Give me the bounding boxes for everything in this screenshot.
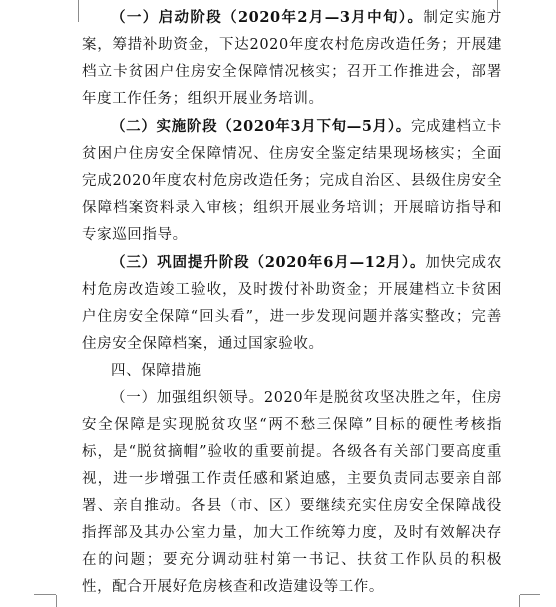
document-page [82, 4, 502, 601]
paragraph-stage-2 [82, 113, 502, 249]
stage-3-heading: （三）巩固提升阶段（2020年6月—12月）。 [111, 254, 426, 271]
page-corner-mark-bottom-left [34, 594, 56, 607]
paragraph-organization-leadership [82, 385, 502, 601]
section-heading-text: 四、保障措施 [111, 363, 202, 379]
page-corner-mark-bottom-left-vertical [56, 595, 57, 607]
stage-1-heading: （一）启动阶段（2020年2月—3月中旬）。 [111, 9, 424, 26]
paragraph-stage-3 [82, 249, 502, 358]
stage-3-body: 加快完成农村危房改造竣工验收，及时拨付补助资金；开展建档立卡贫困户住房安全保障“回头看”，进一步发现问题并落实整改；完善住房安全保障档案，通过国家验收。 [82, 255, 502, 352]
stage-2-body: 完成建档立卡贫困户住房安全保障情况、住房安全鉴定结果现场核实；全面完成2020年度农村危房改造任务；完成自治区、县级住房安全保障档案资料录入审核；组织开展业务培训；开展暗访指导和专家巡回指导。 [82, 119, 502, 243]
stage-2-heading: （二）实施阶段（2020年3月下旬—5月）。 [111, 118, 411, 135]
page-corner-mark-bottom-right-vertical [519, 595, 520, 607]
stage-1-body: 制定实施方案，筹措补助资金，下达2020年度农村危房改造任务；开展建档立卡贫困户住房安全保障情况核实；召开工作推进会，部署年度工作任务；组织开展业务培训。 [82, 10, 502, 107]
paragraph-stage-1 [82, 4, 502, 113]
page-corner-mark-bottom-right [520, 594, 540, 607]
page-corner-mark-top-left [56, 0, 79, 22]
section-heading-guarantee-measures [82, 358, 502, 385]
organization-leadership-body: （一）加强组织领导。2020年是脱贫攻坚决胜之年，住房安全保障是实现脱贫攻坚“两不愁三保障”目标的硬性考核指标，是“脱贫摘帽”验收的重要前提。各级各有关部门要高度重视，进一步增强工作责任感和紧迫感，主要负责同志要亲自部署、亲自推动。各县（市、区）要继续充实住房安全保障战役指挥部及其办公室力量，加大工作统筹力度，及时有效解决存在的问题；要充分调动驻村第一书记、扶贫工作队员的积极性，配合开展好危房核查和改造建设等工作。 [82, 390, 502, 595]
